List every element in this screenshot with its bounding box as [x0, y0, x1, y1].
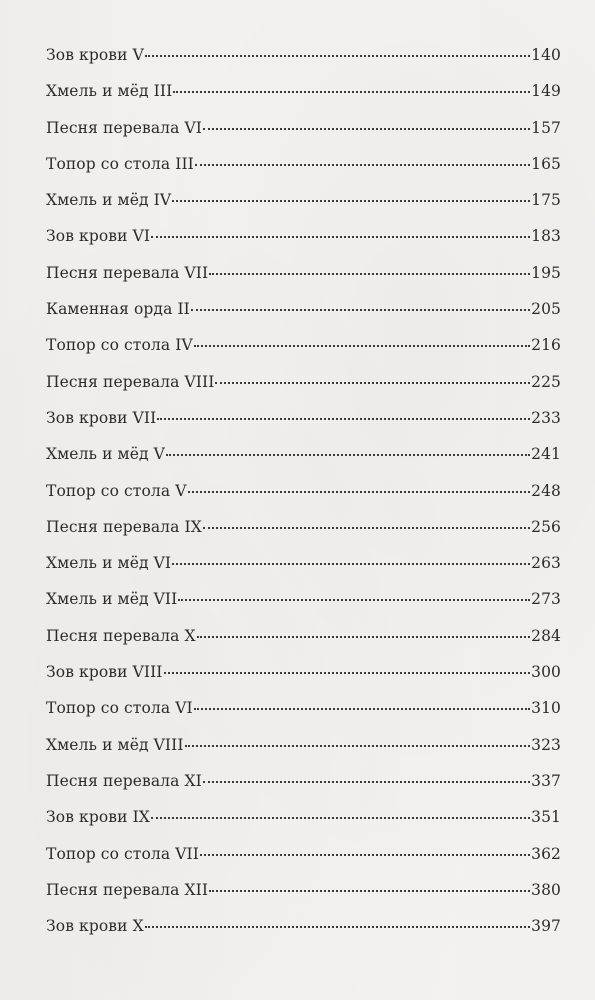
- toc-entry-page-number: 362: [531, 844, 561, 863]
- toc-dot-leader: [203, 781, 530, 783]
- toc-dot-leader: [157, 418, 530, 420]
- toc-dot-leader: [178, 599, 530, 601]
- toc-entry-page-number: 273: [531, 590, 561, 609]
- toc-entry: [46, 663, 561, 699]
- toc-entry: [46, 736, 561, 772]
- toc-entry: [46, 699, 561, 735]
- toc-entry: [46, 46, 561, 82]
- toc-entry-title: Песня перевала XI: [46, 771, 202, 790]
- toc-entry-page-number: 310: [531, 699, 561, 718]
- toc-dot-leader: [185, 745, 531, 747]
- toc-dot-leader: [166, 454, 530, 456]
- toc-entry-page-number: 140: [531, 46, 561, 64]
- toc-entry-page-number: 397: [531, 917, 561, 936]
- toc-entry-title: Топор со стола VI: [46, 699, 193, 718]
- toc-entry: [46, 119, 561, 155]
- toc-entry: [46, 518, 561, 554]
- toc-entry-title: Хмель и мёд V: [46, 445, 165, 464]
- toc-entry: [46, 482, 561, 518]
- toc-entry-title: Хмель и мёд VII: [46, 590, 178, 609]
- toc-entry-page-number: 263: [531, 554, 561, 573]
- toc-entry-title: Топор со стола III: [46, 154, 194, 173]
- toc-entry-title: Песня перевала VI: [46, 118, 203, 137]
- toc-dot-leader: [194, 708, 530, 710]
- toc-entry-title: Зов крови VII: [46, 408, 157, 427]
- toc-entry-page-number: 157: [531, 118, 561, 137]
- toc-dot-leader: [164, 672, 531, 674]
- toc-dot-leader: [194, 345, 530, 347]
- toc-entry-title: Песня перевала VII: [46, 263, 209, 282]
- toc-dot-leader: [172, 563, 530, 565]
- toc-dot-leader: [200, 854, 530, 856]
- toc-dot-leader: [145, 926, 530, 928]
- toc-entry-page-number: 205: [531, 300, 561, 319]
- table-of-contents: [46, 46, 561, 953]
- toc-entry-title: Песня перевала VIII: [46, 372, 215, 391]
- toc-entry-title: Зов крови VIII: [46, 663, 163, 682]
- toc-entry: [46, 373, 561, 409]
- toc-entry-page-number: 284: [531, 626, 561, 645]
- toc-entry-title: Хмель и мёд IV: [46, 191, 172, 210]
- toc-entry-title: Хмель и мёд VIII: [46, 735, 184, 754]
- toc-entry: [46, 554, 561, 590]
- toc-entry-page-number: 256: [531, 517, 561, 536]
- toc-entry: [46, 264, 561, 300]
- toc-entry: [46, 191, 561, 227]
- toc-entry-page-number: 351: [531, 808, 561, 827]
- toc-dot-leader: [191, 309, 530, 311]
- toc-dot-leader: [173, 91, 530, 93]
- toc-entry: [46, 227, 561, 263]
- toc-entry-title: Топор со стола V: [46, 481, 187, 500]
- toc-entry-page-number: 216: [531, 336, 561, 355]
- toc-entry-page-number: 233: [531, 408, 561, 427]
- toc-entry-page-number: 300: [531, 663, 561, 682]
- toc-entry: [46, 155, 561, 191]
- toc-dot-leader: [197, 636, 530, 638]
- toc-dot-leader: [203, 527, 530, 529]
- toc-entry: [46, 445, 561, 481]
- toc-entry: [46, 336, 561, 372]
- toc-entry-page-number: 195: [531, 263, 561, 282]
- toc-entry-title: Хмель и мёд III: [46, 82, 173, 101]
- toc-dot-leader: [151, 817, 530, 819]
- toc-entry: [46, 845, 561, 881]
- toc-entry-page-number: 337: [531, 771, 561, 790]
- toc-entry-title: Песня перевала IX: [46, 517, 202, 536]
- toc-entry-page-number: 323: [531, 735, 561, 754]
- toc-entry-title: Песня перевала X: [46, 626, 196, 645]
- toc-dot-leader: [203, 128, 530, 130]
- toc-dot-leader: [195, 164, 530, 166]
- toc-entry-title: Зов крови IX: [46, 808, 150, 827]
- toc-entry: [46, 917, 561, 953]
- toc-entry-page-number: 165: [531, 154, 561, 173]
- toc-entry-title: Зов крови V: [46, 46, 144, 64]
- toc-entry: [46, 300, 561, 336]
- toc-entry-title: Каменная орда II: [46, 300, 190, 319]
- toc-entry-title: Хмель и мёд VI: [46, 554, 172, 573]
- toc-entry: [46, 409, 561, 445]
- toc-entry-page-number: 248: [531, 481, 561, 500]
- toc-entry: [46, 772, 561, 808]
- toc-dot-leader: [188, 491, 531, 493]
- toc-entry-page-number: 183: [531, 227, 561, 246]
- toc-entry-page-number: 225: [531, 372, 561, 391]
- toc-entry-page-number: 149: [531, 82, 561, 101]
- toc-entry-page-number: 175: [531, 191, 561, 210]
- toc-dot-leader: [172, 200, 530, 202]
- toc-dot-leader: [145, 55, 530, 57]
- toc-entry-title: Зов крови VI: [46, 227, 151, 246]
- toc-entry-title: Топор со стола VII: [46, 844, 199, 863]
- toc-entry-page-number: 241: [531, 445, 561, 464]
- toc-entry: [46, 82, 561, 118]
- toc-entry-page-number: 380: [531, 880, 561, 899]
- toc-dot-leader: [209, 890, 530, 892]
- toc-entry-title: Зов крови X: [46, 917, 144, 936]
- toc-dot-leader: [209, 273, 530, 275]
- toc-entry: [46, 808, 561, 844]
- toc-entry-title: Топор со стола IV: [46, 336, 193, 355]
- toc-dot-leader: [215, 382, 530, 384]
- toc-entry: [46, 881, 561, 917]
- toc-entry-title: Песня перевала XII: [46, 880, 209, 899]
- toc-entry: [46, 590, 561, 626]
- toc-entry: [46, 627, 561, 663]
- toc-dot-leader: [151, 236, 530, 238]
